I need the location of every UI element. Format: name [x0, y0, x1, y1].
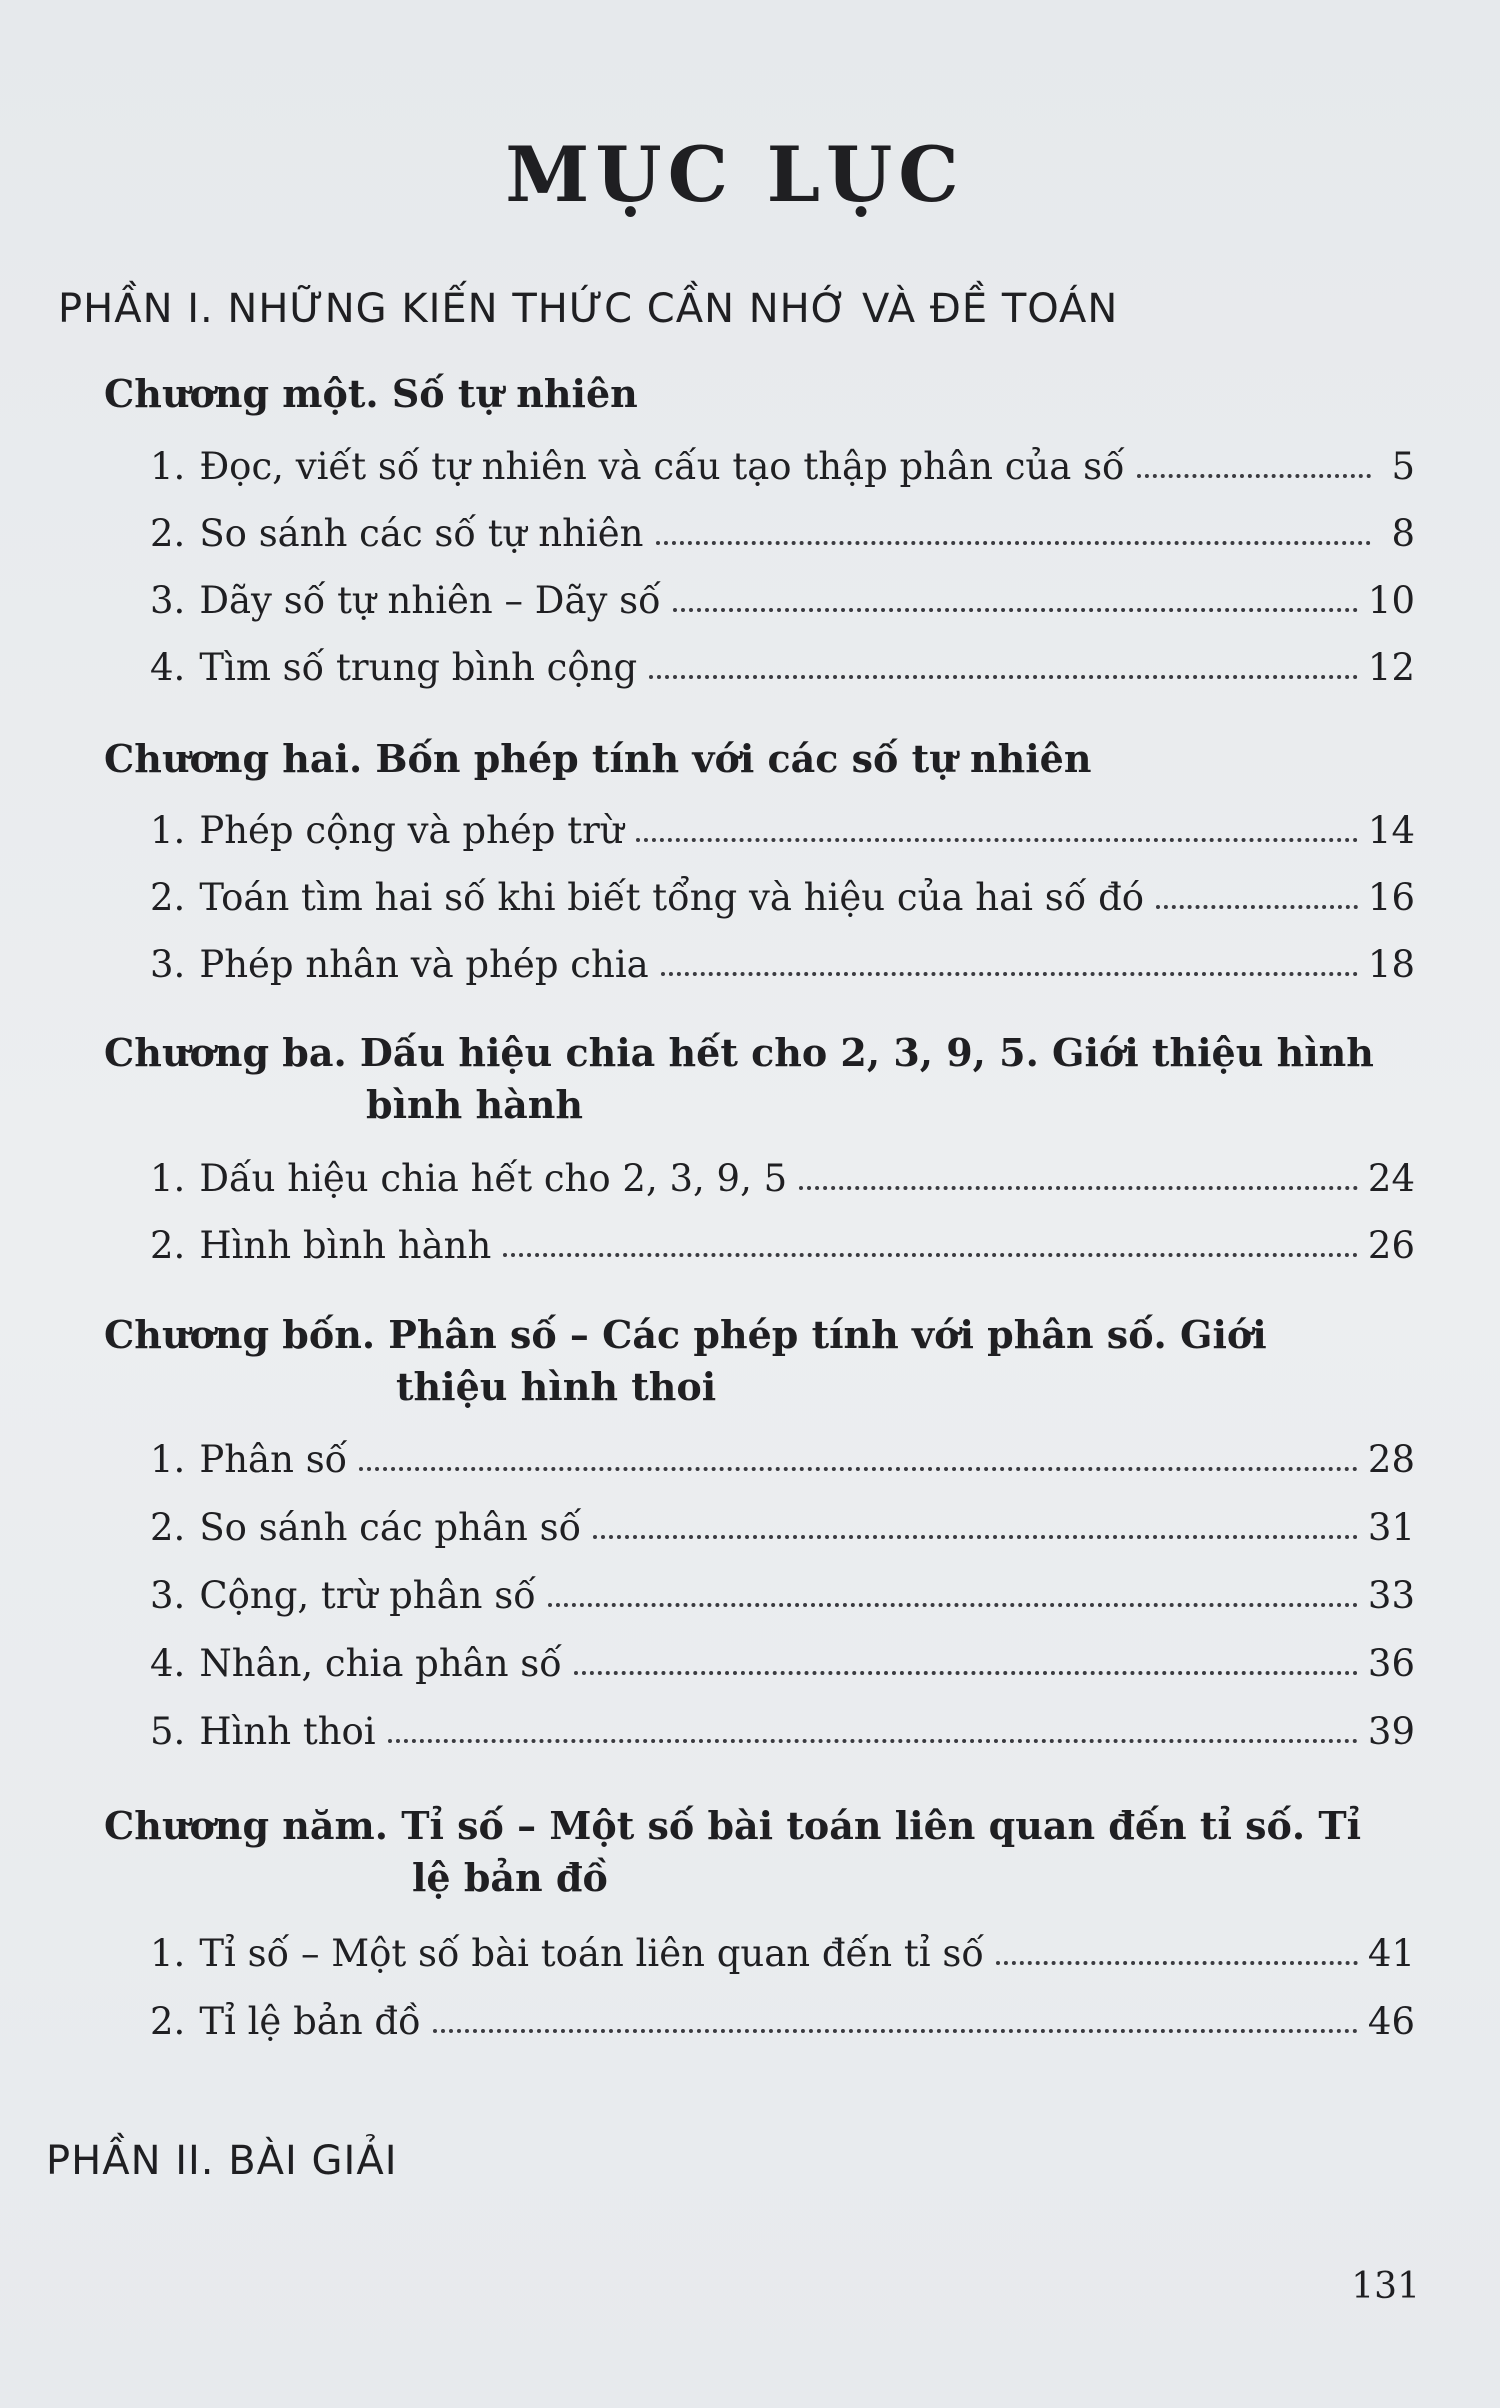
entry-title: Toán tìm hai số khi biết tổng và hiệu của hai số đó — [199, 876, 1145, 919]
chapter-title: Chương ba. Dấu hiệu chia hết cho 2, 3, 9, 5. Giới thiệu hình — [104, 1030, 1374, 1075]
chapter-title-continued: thiệu hình thoi — [396, 1364, 717, 1409]
toc-entry — [150, 1629, 1415, 1685]
entry-page: 12 — [1367, 646, 1415, 689]
entry-page: 14 — [1367, 809, 1415, 852]
entry-page: 36 — [1367, 1642, 1415, 1685]
entry-number: 1. — [150, 1438, 186, 1481]
entry-title: Phép nhân và phép chia — [199, 943, 649, 986]
entry-title: Tìm số trung bình cộng — [199, 646, 638, 689]
entry-number: 1. — [150, 445, 186, 488]
chapter-title: Chương một. Số tự nhiên — [104, 371, 638, 416]
entry-number: 3. — [150, 1574, 186, 1617]
chapter-title: Chương năm. Tỉ số – Một số bài toán liên quan đến tỉ số. Tỉ — [104, 1803, 1362, 1848]
dot-leader — [673, 604, 1358, 612]
toc-entry — [150, 1211, 1415, 1267]
entry-number: 1. — [150, 809, 186, 852]
toc-entry — [150, 1144, 1415, 1200]
dot-leader — [388, 1735, 1358, 1743]
chapter-heading — [104, 368, 1414, 420]
entry-page: 33 — [1367, 1574, 1415, 1617]
entry-page: 28 — [1367, 1438, 1415, 1481]
entry-number: 4. — [150, 646, 186, 689]
entry-title: Tỉ số – Một số bài toán liên quan đến tỉ số — [199, 1932, 984, 1975]
entry-title: Hình bình hành — [199, 1224, 492, 1267]
entry-page: 46 — [1367, 2000, 1415, 2043]
dot-leader — [661, 968, 1358, 976]
chapter-heading — [104, 733, 1414, 785]
toc-entry — [150, 863, 1415, 919]
toc-entry — [150, 1561, 1415, 1617]
part-1-heading: PHẦN I. NHỮNG KIẾN THỨC CẦN NHỚ VÀ ĐỀ TOÁN — [58, 286, 1119, 332]
chapter-title: Chương hai. Bốn phép tính với các số tự nhiên — [104, 736, 1092, 781]
entry-page: 24 — [1367, 1157, 1415, 1200]
toc-entry — [150, 1425, 1415, 1481]
toc-entry — [150, 1697, 1415, 1753]
entry-page: 16 — [1367, 876, 1415, 919]
entry-page: 18 — [1367, 943, 1415, 986]
entry-page: 31 — [1367, 1506, 1415, 1549]
entry-number: 5. — [150, 1710, 186, 1753]
chapter-title-continued: bình hành — [366, 1082, 583, 1127]
dot-leader — [1137, 470, 1371, 478]
dot-leader — [1156, 901, 1358, 909]
dot-leader — [574, 1667, 1358, 1675]
dot-leader — [996, 1957, 1358, 1965]
dot-leader — [593, 1531, 1358, 1539]
entry-number: 2. — [150, 512, 186, 555]
entry-number: 3. — [150, 943, 186, 986]
entry-title: Dấu hiệu chia hết cho 2, 3, 9, 5 — [199, 1157, 788, 1200]
toc-entry — [150, 633, 1415, 689]
toc-entry — [150, 1987, 1415, 2043]
dot-leader — [359, 1463, 1358, 1471]
entry-number: 1. — [150, 1932, 186, 1975]
dot-leader — [799, 1182, 1358, 1190]
toc-entry — [150, 432, 1415, 488]
page-number: 131 — [1351, 2266, 1420, 2307]
entry-title: Nhân, chia phân số — [199, 1642, 562, 1685]
toc-entry — [150, 1919, 1415, 1975]
chapter-heading — [104, 1309, 1414, 1413]
chapter-title: Chương bốn. Phân số – Các phép tính với phân số. Giới — [104, 1312, 1267, 1357]
entry-number: 2. — [150, 1224, 186, 1267]
entry-page: 5 — [1391, 445, 1415, 488]
entry-number: 2. — [150, 876, 186, 919]
entry-title: So sánh các phân số — [199, 1506, 582, 1549]
entry-title: Tỉ lệ bản đồ — [199, 2000, 421, 2043]
entry-number: 2. — [150, 2000, 186, 2043]
entry-page: 41 — [1367, 1932, 1415, 1975]
dot-leader — [656, 537, 1372, 545]
toc-entry — [150, 930, 1415, 986]
toc-entry — [150, 499, 1415, 555]
entry-title: Dãy số tự nhiên – Dãy số — [199, 579, 661, 622]
chapter-title-continued: lệ bản đồ — [412, 1855, 608, 1900]
dot-leader — [433, 2025, 1358, 2033]
toc-entry — [150, 566, 1415, 622]
toc-entry — [150, 796, 1415, 852]
entry-number: 4. — [150, 1642, 186, 1685]
entry-title: Phân số — [199, 1438, 348, 1481]
chapter-heading — [104, 1800, 1414, 1904]
entry-number: 1. — [150, 1157, 186, 1200]
entry-title: Cộng, trừ phân số — [199, 1574, 536, 1617]
entry-page: 8 — [1391, 512, 1415, 555]
entry-number: 3. — [150, 579, 186, 622]
dot-leader — [649, 671, 1358, 679]
entry-title: Đọc, viết số tự nhiên và cấu tạo thập phân của số — [199, 445, 1125, 488]
entry-page: 39 — [1367, 1710, 1415, 1753]
entry-title: Hình thoi — [199, 1710, 376, 1753]
dot-leader — [503, 1249, 1358, 1257]
entry-page: 26 — [1367, 1224, 1415, 1267]
chapter-heading — [104, 1027, 1414, 1131]
toc-entry — [150, 1493, 1415, 1549]
part-2-heading: PHẦN II. BÀI GIẢI — [46, 2138, 398, 2184]
entry-title: Phép cộng và phép trừ — [199, 809, 624, 852]
dot-leader — [636, 834, 1358, 842]
entry-title: So sánh các số tự nhiên — [199, 512, 644, 555]
entry-page: 10 — [1367, 579, 1415, 622]
entry-number: 2. — [150, 1506, 186, 1549]
dot-leader — [548, 1599, 1358, 1607]
page-title: MỤC LỤC — [505, 130, 965, 219]
